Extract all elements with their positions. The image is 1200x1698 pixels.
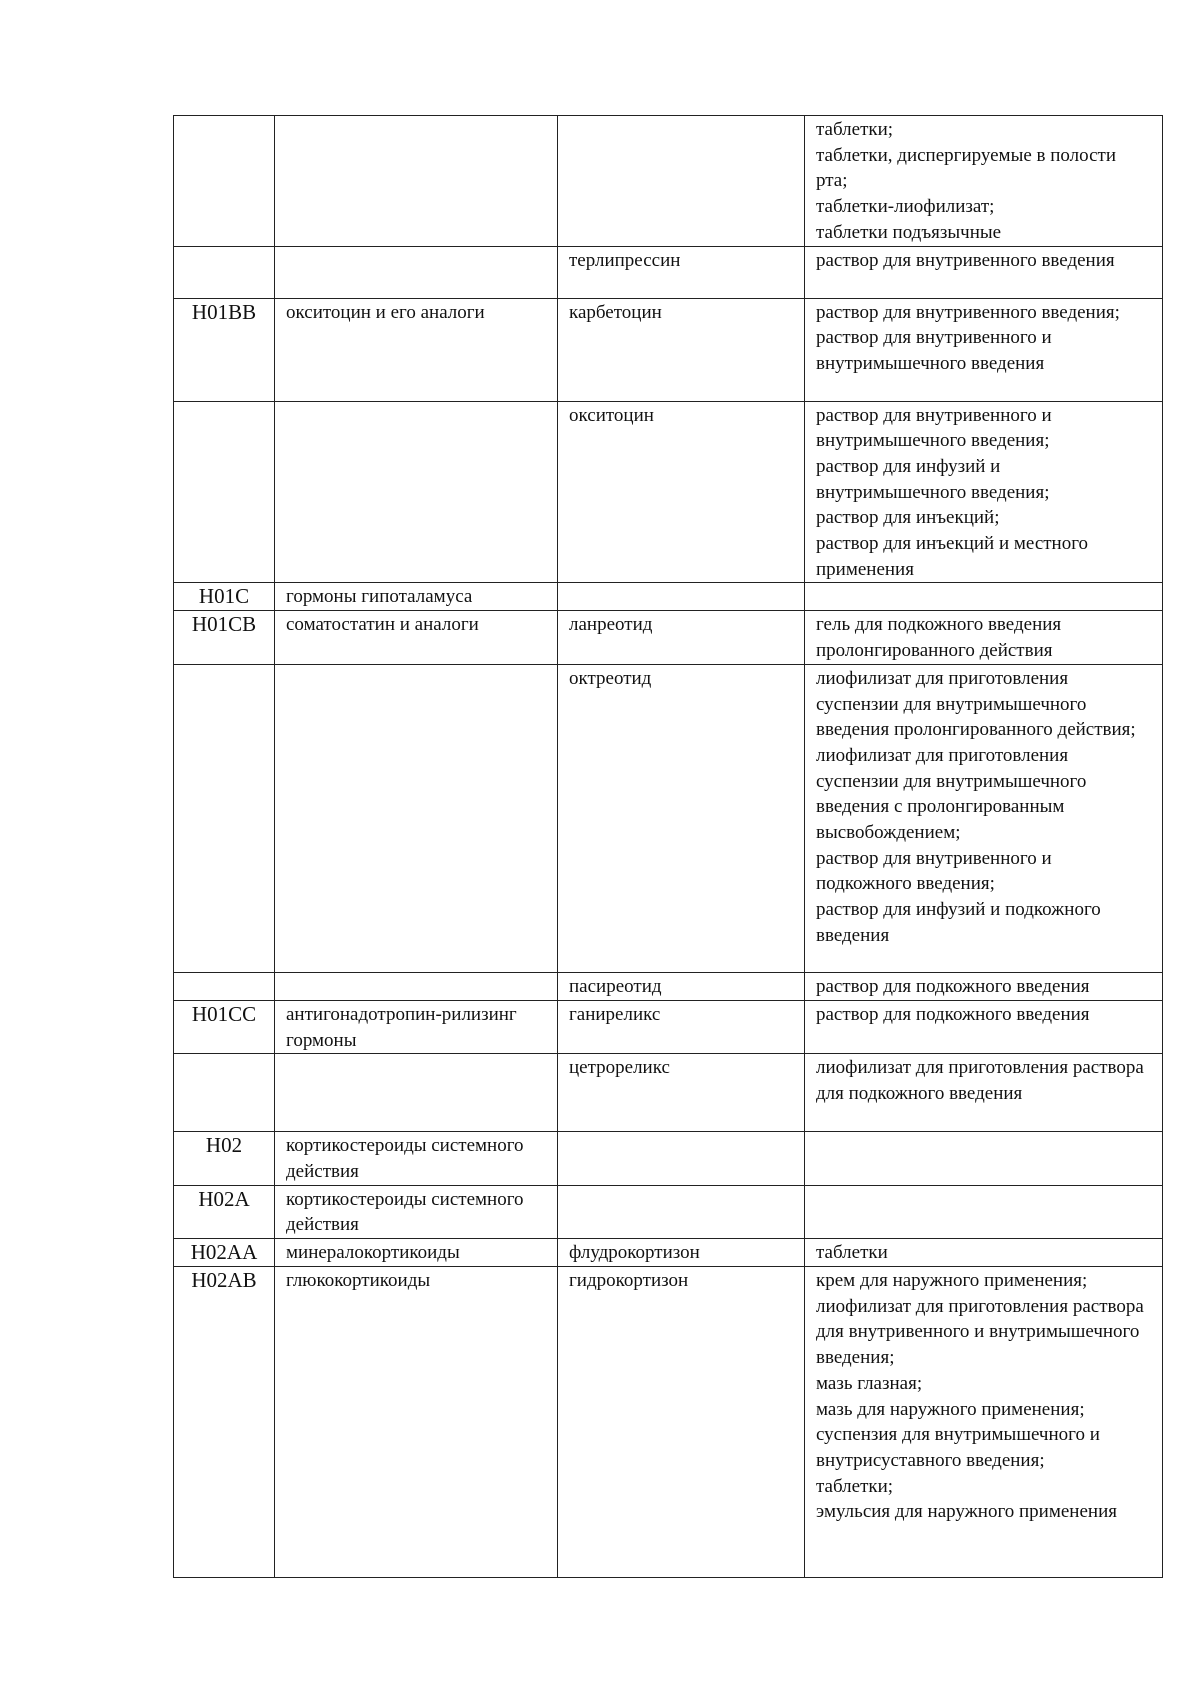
table-row (174, 246, 1163, 298)
table-row (174, 611, 1163, 664)
dosage-forms-cell: раствор для внутривенного введения; раствор для внутривенного и внутримышечного введения (805, 298, 1163, 401)
table-row (174, 972, 1163, 1000)
group-name-cell: минералокортикоиды (275, 1239, 558, 1267)
substance-cell: окситоцин (558, 401, 805, 583)
substance-cell: терлипрессин (558, 246, 805, 298)
dosage-forms-cell (805, 583, 1163, 611)
dosage-forms-cell: лиофилизат для приготовления суспензии для внутримышечного введения пролонгированного действия; лиофилизат для приготовления суспензии для внутримышечного введения с пролонгированным высвобождением; раствор для внутривенного и подкожного введения; раствор для инфузий и подкожного введения (805, 664, 1163, 972)
substance-cell: цетрореликс (558, 1054, 805, 1132)
atc-code-cell: H02A (174, 1185, 275, 1238)
dosage-forms-cell: таблетки; таблетки, диспергируемые в полости рта; таблетки-лиофилизат; таблетки подъязычные (805, 116, 1163, 247)
dosage-forms-cell: раствор для внутривенного введения (805, 246, 1163, 298)
substance-cell: ганиреликс (558, 1000, 805, 1053)
table-row (174, 664, 1163, 972)
dosage-forms-cell: гель для подкожного введения пролонгированного действия (805, 611, 1163, 664)
group-name-cell: соматостатин и аналоги (275, 611, 558, 664)
dosage-forms-cell (805, 1185, 1163, 1238)
table-row (174, 1054, 1163, 1132)
drug-table (173, 115, 1163, 1578)
group-name-cell: гормоны гипоталамуса (275, 583, 558, 611)
atc-code-cell: H01BB (174, 298, 275, 401)
group-name-cell (275, 1054, 558, 1132)
substance-cell: пасиреотид (558, 972, 805, 1000)
atc-code-cell: H02AA (174, 1239, 275, 1267)
substance-cell (558, 1132, 805, 1185)
group-name-cell (275, 972, 558, 1000)
table-row (174, 1239, 1163, 1267)
substance-cell (558, 583, 805, 611)
atc-code-cell (174, 401, 275, 583)
atc-code-cell (174, 1054, 275, 1132)
dosage-forms-cell: таблетки (805, 1239, 1163, 1267)
substance-cell: ланреотид (558, 611, 805, 664)
dosage-forms-cell: раствор для подкожного введения (805, 1000, 1163, 1053)
atc-code-cell (174, 664, 275, 972)
group-name-cell (275, 401, 558, 583)
substance-cell: флудрокортизон (558, 1239, 805, 1267)
substance-cell: октреотид (558, 664, 805, 972)
dosage-forms-cell (805, 1132, 1163, 1185)
substance-cell (558, 1185, 805, 1238)
table-row (174, 1185, 1163, 1238)
dosage-forms-cell: раствор для внутривенного и внутримышечного введения; раствор для инфузий и внутримышечного введения; раствор для инъекций; раствор для инъекций и местного применения (805, 401, 1163, 583)
table-row (174, 1000, 1163, 1053)
atc-code-cell: H02 (174, 1132, 275, 1185)
table-row (174, 1132, 1163, 1185)
table-row (174, 401, 1163, 583)
atc-code-cell: H01CB (174, 611, 275, 664)
group-name-cell (275, 664, 558, 972)
dosage-forms-cell: лиофилизат для приготовления раствора для подкожного введения (805, 1054, 1163, 1132)
substance-cell: карбетоцин (558, 298, 805, 401)
table-row (174, 1267, 1163, 1578)
dosage-forms-cell: раствор для подкожного введения (805, 972, 1163, 1000)
group-name-cell (275, 246, 558, 298)
substance-cell: гидрокортизон (558, 1267, 805, 1578)
atc-code-cell: H01CC (174, 1000, 275, 1053)
group-name-cell (275, 116, 558, 247)
table-row (174, 298, 1163, 401)
dosage-forms-cell: крем для наружного применения; лиофилизат для приготовления раствора для внутривенного и внутримышечного введения; мазь глазная; мазь для наружного применения; суспензия для внутримышечного и внутрисуставного введения; таблетки; эмульсия для наружного применения (805, 1267, 1163, 1578)
table-row (174, 116, 1163, 247)
atc-code-cell (174, 116, 275, 247)
substance-cell (558, 116, 805, 247)
atc-code-cell (174, 972, 275, 1000)
group-name-cell: антигонадотропин-рилизинг гормоны (275, 1000, 558, 1053)
group-name-cell: кортикостероиды системного действия (275, 1132, 558, 1185)
atc-code-cell: H01C (174, 583, 275, 611)
group-name-cell: глюкокортикоиды (275, 1267, 558, 1578)
atc-code-cell: H02AB (174, 1267, 275, 1578)
atc-code-cell (174, 246, 275, 298)
table-row (174, 583, 1163, 611)
group-name-cell: кортикостероиды системного действия (275, 1185, 558, 1238)
group-name-cell: окситоцин и его аналоги (275, 298, 558, 401)
